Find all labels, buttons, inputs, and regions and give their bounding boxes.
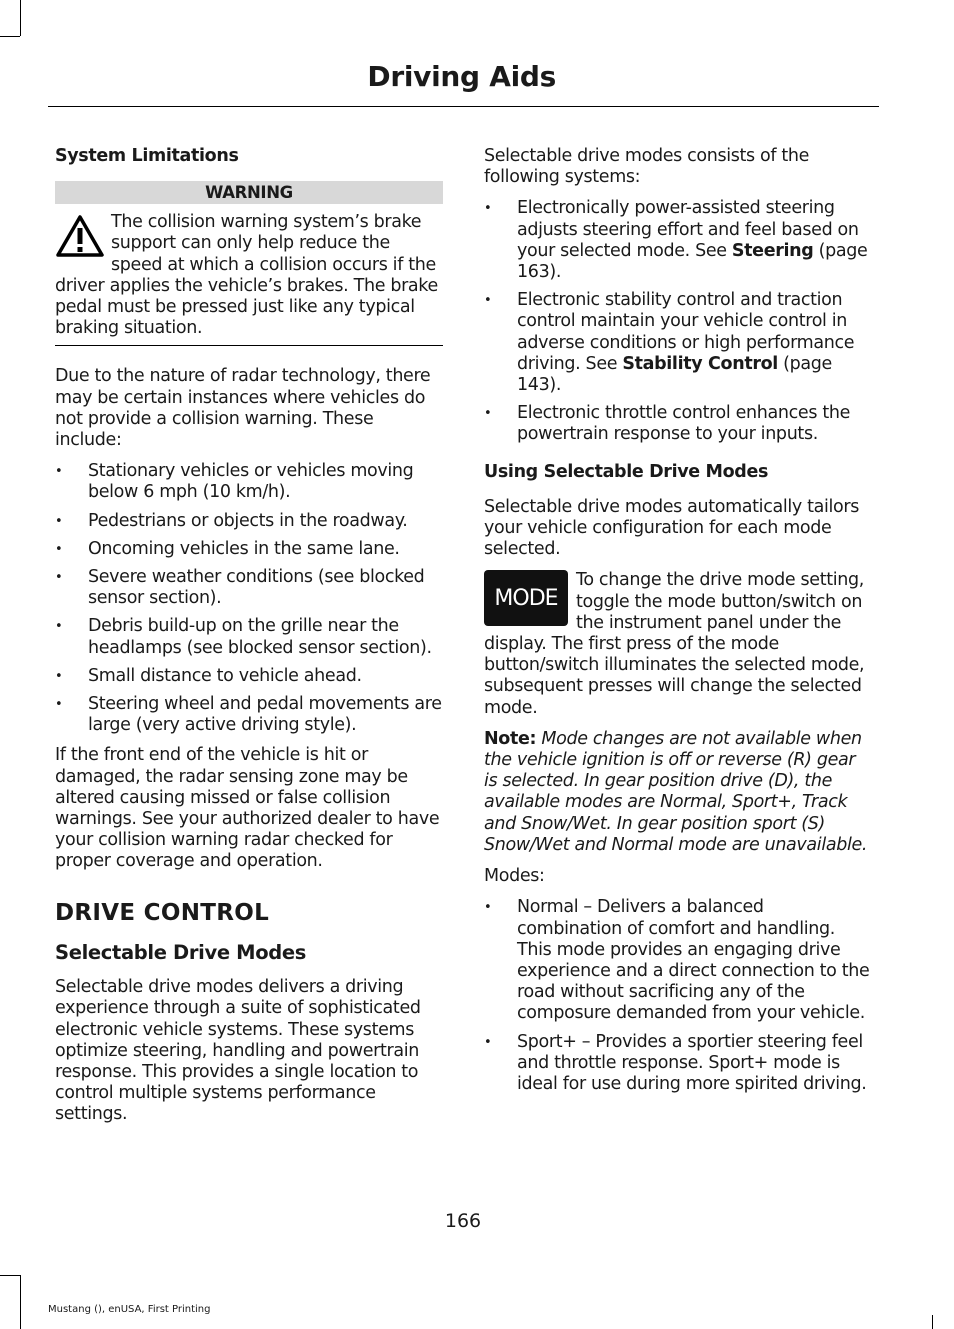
crop-mark	[0, 36, 20, 37]
using-paragraph: Selectable drive modes automatically tailors your vehicle configuration for each mode selected.	[484, 496, 859, 560]
list-item: • Steering wheel and pedal movements are large (very active driving style).	[55, 694, 443, 736]
systems-list	[484, 198, 873, 445]
warning-text: The collision warning system’s brake support can only help reduce the speed at which a collision occurs if the driver applies the vehicle’s brakes. The brake pedal must be pressed just like any typical braking situation.	[55, 212, 438, 339]
limitations-list	[55, 461, 443, 736]
page-title: Driving Aids	[367, 60, 556, 93]
list-item: • Sport+ – Provides a sportier steering feel and throttle response. Sport+ mode is ideal for use during more spirited driving.	[484, 1032, 873, 1096]
crop-mark	[20, 0, 21, 36]
crop-mark	[932, 1315, 933, 1329]
mode-button-icon: MODE	[484, 570, 568, 626]
system-limitations-heading: System Limitations	[55, 146, 239, 166]
selectable-paragraph: Selectable drive modes delivers a driving experience through a suite of sophisticated electronic vehicle systems. These systems optimize steering, handling and powertrain response. This provides a single location to control multiple systems performance settings.	[55, 977, 421, 1125]
list-item: • Small distance to vehicle ahead.	[55, 666, 443, 687]
warning-label: WARNING	[55, 181, 443, 204]
warning-box	[55, 212, 443, 339]
crop-mark	[20, 1275, 21, 1329]
consists-intro: Selectable drive modes consists of the following systems:	[484, 146, 810, 188]
left-column	[55, 146, 443, 1136]
modes-list	[484, 897, 873, 1095]
right-column	[484, 146, 873, 1104]
list-item: • Debris build-up on the grille near the headlamps (see blocked sensor section).	[55, 616, 443, 658]
list-item	[484, 198, 873, 283]
stability-control-reference: Stability Control	[622, 353, 778, 374]
list-item: • Pedestrians or objects in the roadway.	[55, 511, 443, 532]
system-text: Electronic stability control and traction control maintain your vehicle control in adverse conditions or high performance driving. See	[517, 290, 855, 374]
list-item: • Severe weather conditions (see blocked sensor section).	[55, 567, 443, 609]
note-paragraph	[484, 729, 873, 856]
note-text: Mode changes are not available when the vehicle ignition is off or reverse (R) gear is selected. In gear position drive (D), the available modes are Normal, Sport+, Track and Snow/Wet. In gear position sport (S) Snow/Wet and Normal mode are unavailable.	[484, 728, 868, 855]
page-number: 166	[444, 1210, 482, 1232]
page-reference: (page 143).	[517, 353, 832, 396]
list-item	[484, 290, 873, 396]
system-text: Electronically power-assisted steering adjusts steering effort and feel based on your selected mode. See	[517, 198, 859, 261]
warning-triangle-icon	[55, 214, 105, 258]
list-item: • Oncoming vehicles in the same lane.	[55, 539, 443, 560]
drive-control-heading: DRIVE CONTROL	[55, 899, 270, 926]
list-item	[484, 403, 873, 445]
list-item: • Normal – Delivers a balanced combination of comfort and handling. This mode provides an engaging drive experience and a direct connection to the road without sacrificing any of the composure demanded from your vehicle.	[484, 897, 873, 1024]
mode-text: To change the drive mode setting, toggle the mode button/switch on the instrument panel under the display. The first press of the mode button/switch illuminates the selected mode, subsequent presses will change the selected mode.	[484, 570, 865, 718]
mode-instruction	[484, 570, 873, 718]
note-label: Note:	[484, 728, 537, 749]
crop-mark	[0, 1275, 20, 1276]
header-rule	[48, 106, 879, 107]
using-selectable-heading: Using Selectable Drive Modes	[484, 461, 769, 482]
radar-intro: Due to the nature of radar technology, there may be certain instances where vehicles do not provide a collision warning. These include:	[55, 366, 431, 451]
list-item: • Stationary vehicles or vehicles moving below 6 mph (10 km/h).	[55, 461, 443, 503]
footer-text: Mustang (), enUSA, First Printing	[48, 1304, 211, 1315]
steering-reference: Steering	[731, 240, 814, 261]
system-text: Electronic throttle control enhances the powertrain response to your inputs.	[517, 403, 850, 445]
selectable-drive-modes-heading: Selectable Drive Modes	[55, 940, 306, 964]
warning-rule	[55, 345, 443, 346]
modes-label: Modes:	[484, 866, 545, 887]
front-end-paragraph: If the front end of the vehicle is hit or damaged, the radar sensing zone may be altered causing missed or false collision warnings. See your authorized dealer to have your collision warning radar checked for proper coverage and operation.	[55, 745, 440, 872]
page-reference: (page 163).	[517, 240, 868, 283]
